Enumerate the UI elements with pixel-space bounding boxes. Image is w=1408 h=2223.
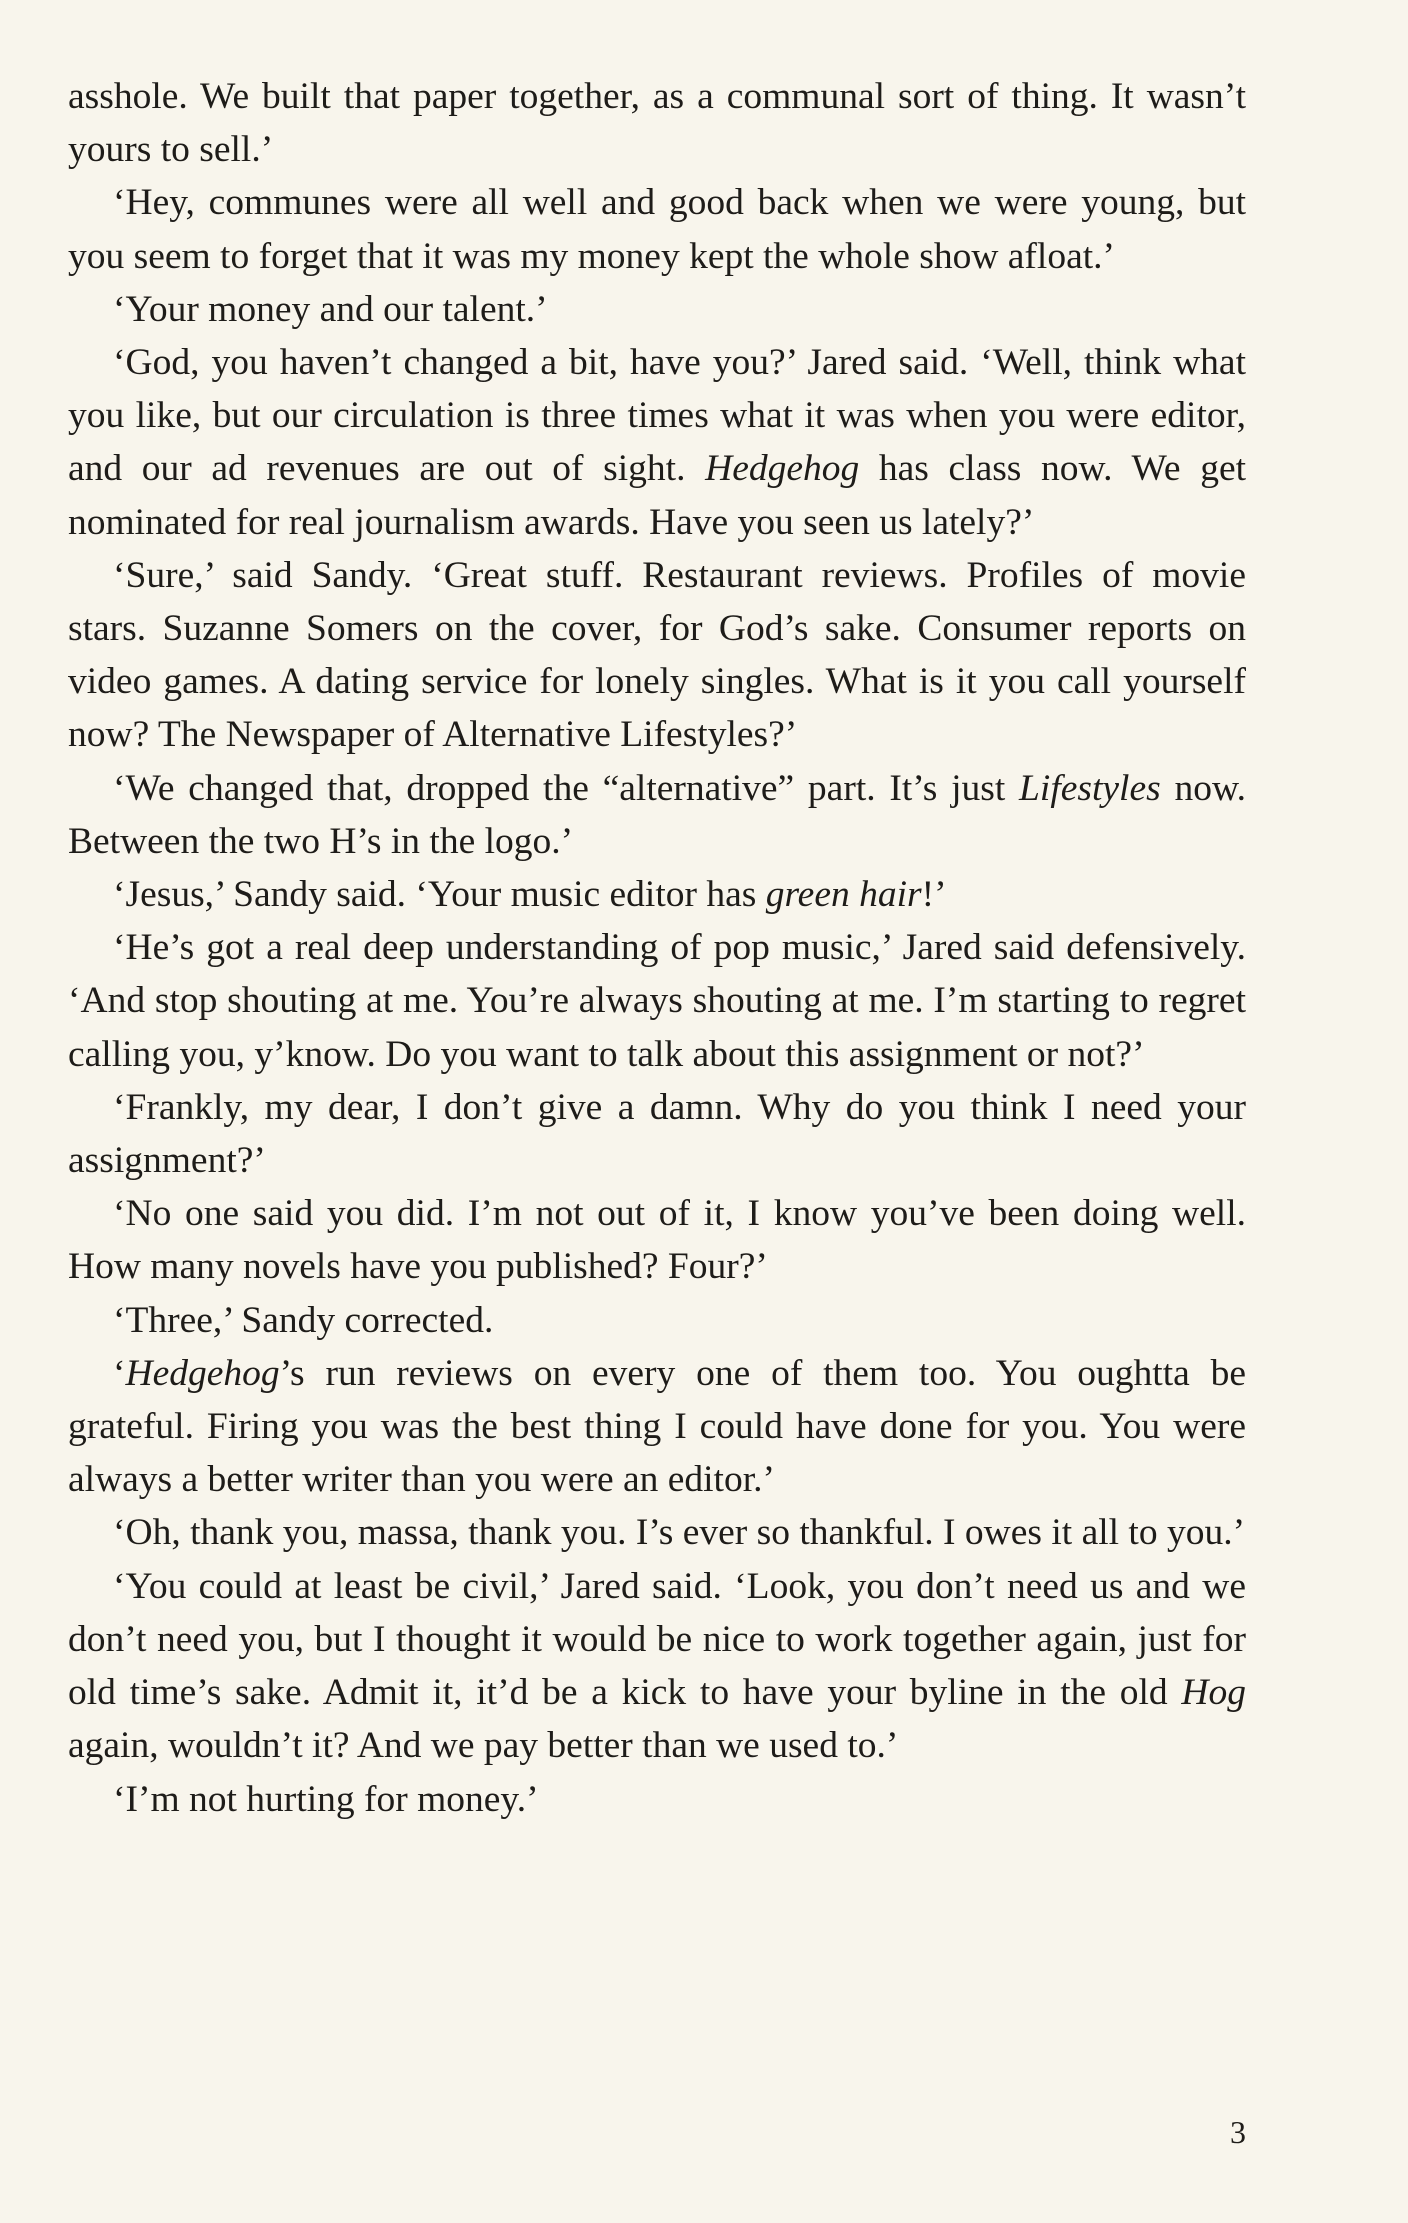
italic-text: Lifestyles: [1019, 767, 1161, 809]
text-run: !’: [921, 874, 947, 916]
text-run: ‘Oh, thank you, massa, thank you. I’s ever so thankful. I owes it all to you.’: [113, 1512, 1246, 1554]
italic-text: green hair: [765, 874, 922, 916]
paragraph: [68, 1560, 1246, 1773]
text-run: ‘I’m not hurting for money.’: [113, 1778, 539, 1820]
italic-text: Hedgehog: [125, 1352, 280, 1394]
text-run: ‘We changed that, dropped the “alternative” part. It’s just: [113, 767, 1020, 809]
text-run: ‘No one said you did. I’m not out of it, I know you’ve been doing well. How many novels have you published? Four?’: [68, 1193, 1246, 1288]
paragraph: [68, 283, 1246, 336]
text-run: ‘Jesus,’ Sandy said. ‘Your music editor has: [113, 874, 766, 916]
paragraph: [68, 1294, 1246, 1347]
text-run: ‘God, you haven’t changed a bit, have you?’ Jared said. ‘Well, think what you like, but our circulation is three times what it was when you were editor, and our ad revenues are out of sight.: [68, 342, 1246, 490]
paragraph: [68, 336, 1246, 549]
page-number: 3: [1230, 2114, 1246, 2150]
paragraph: [68, 70, 1246, 176]
text-run: ’s run reviews on every one of them too. You oughtta be grateful. Firing you was the best thing I could have done for you. You were always a better writer than you were an editor.’: [68, 1352, 1246, 1501]
paragraph: [68, 176, 1246, 282]
text-run: ‘He’s got a real deep understanding of pop music,’ Jared said defensively. ‘And stop shouting at me. You’re always shouting at me. I’m starting to regret calling you, y’know. Do you want to talk about this assignment or not?’: [68, 927, 1246, 1075]
text-run: ‘Your money and our talent.’: [113, 288, 548, 330]
paragraph: [68, 1773, 1246, 1826]
paragraph: [68, 868, 1246, 921]
text-run: ‘: [113, 1352, 126, 1394]
paragraph: [68, 921, 1246, 1081]
paragraph: [68, 1347, 1246, 1507]
text-run: ‘You could at least be civil,’ Jared said. ‘Look, you don’t need us and we don’t need you, but I thought it would be nice to work together again, just for old time’s sake. Admit it, it’d be a kick to have your byline in the old: [68, 1565, 1246, 1714]
paragraph: [68, 1081, 1246, 1187]
text-run: has class now. We get nominated for real journalism awards. Have you seen us lately?’: [68, 448, 1247, 543]
page-body: [68, 70, 1246, 1826]
text-run: again, wouldn’t it? And we pay better than we used to.’: [68, 1725, 899, 1767]
paragraph: [68, 1187, 1246, 1293]
text-run: asshole. We built that paper together, as a communal sort of thing. It wasn’t yours to sell.’: [68, 76, 1246, 171]
paragraph: [68, 549, 1246, 762]
text-run: now. Between the two H’s in the logo.’: [68, 767, 1246, 862]
paragraph: [68, 762, 1246, 868]
italic-text: Hog: [1181, 1672, 1246, 1714]
text-run: ‘Hey, communes were all well and good back when we were young, but you seem to forget that it was my money kept the whole show afloat.’: [68, 182, 1246, 277]
paragraph: [68, 1506, 1246, 1559]
text-run: ‘Frankly, my dear, I don’t give a damn. Why do you think I need your assignment?’: [68, 1086, 1246, 1182]
text-run: ‘Sure,’ said Sandy. ‘Great stuff. Restaurant reviews. Profiles of movie stars. Suzanne Somers on the cover, for God’s sake. Consumer reports on video games. A dating service for lonely singles. What is it you call yourself now? The Newspaper of Alternative Lifestyles?’: [68, 554, 1246, 756]
italic-text: Hedgehog: [705, 448, 860, 490]
text-run: ‘Three,’ Sandy corrected.: [113, 1299, 494, 1341]
